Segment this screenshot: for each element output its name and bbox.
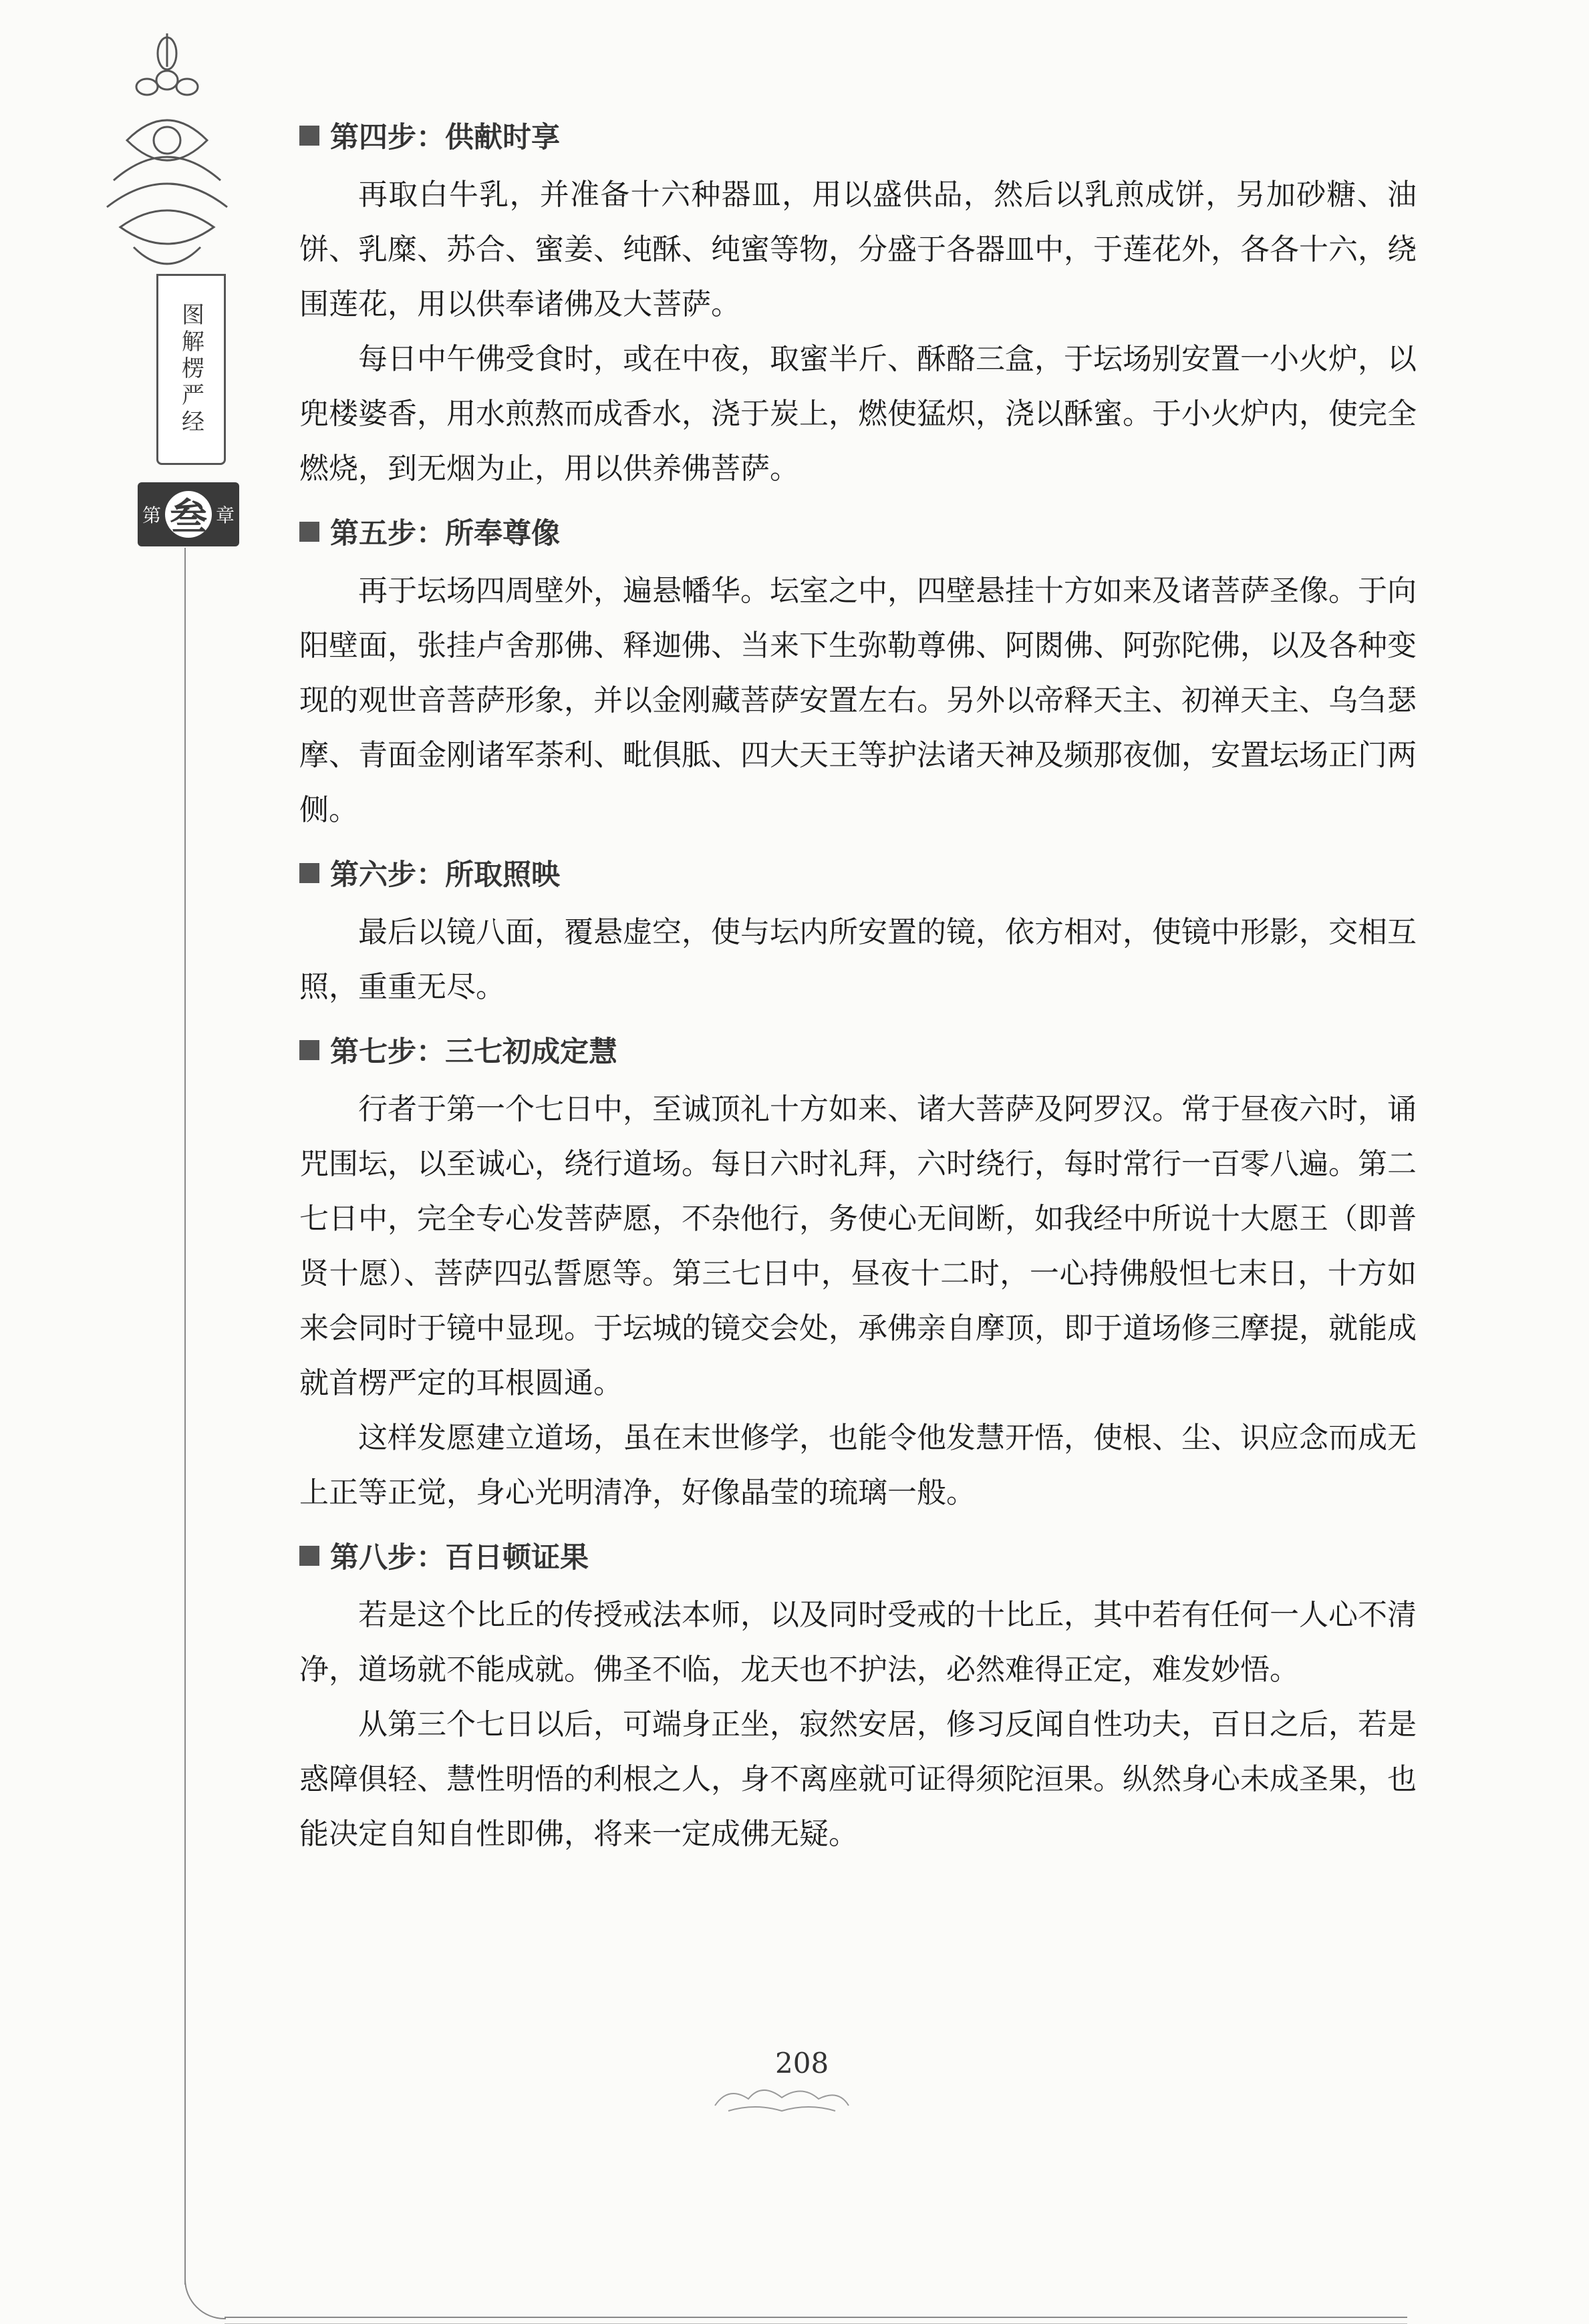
- section-heading-text: 第四步：供献时享: [330, 121, 560, 154]
- section-heading-text: 第七步：三七初成定慧: [330, 1035, 617, 1069]
- book-title: 图解楞严经: [177, 303, 204, 436]
- section-heading: [299, 1535, 1417, 1576]
- paragraph: 每日中午佛受食时，或在中夜，取蜜半斤、酥酪三盒，于坛场别安置一小火炉，以兜楼婆香，用水煎熬而成香水，浇于炭上，燃使猛炽，浇以酥蜜。于小火炉内，使完全燃烧，到无烟为止，用以供养佛菩萨。: [299, 342, 1417, 486]
- heading-square-icon: [299, 126, 319, 146]
- paragraph: 若是这个比丘的传授戒法本师，以及同时受戒的十比丘，其中若有任何一人心不清净，道场就不能成就。佛圣不临，龙天也不护法，必然难得正定，难发妙悟。: [299, 1598, 1417, 1687]
- chapter-number: 叁: [165, 491, 212, 538]
- heading-square-icon: [299, 863, 319, 883]
- chapter-prefix: 第: [142, 504, 161, 526]
- section-heading: [299, 852, 1417, 893]
- margin-curve: [184, 2278, 226, 2319]
- paragraph: 行者于第一个七日中，至诚顶礼十方如来、诸大菩萨及阿罗汉。常于昼夜六时，诵咒围坛，以至诚心，绕行道场。每日六时礼拜，六时绕行，每时常行一百零八遍。第二七日中，完全专心发菩萨愿，不杂他行，务使心无间断，如我经中所说十大愿王（即普贤十愿）、菩萨四弘誓愿等。第三七日中，昼夜十二时，一心持佛般怛七末日，十方如来会同时于镜中显现。于坛城的镜交会处，承佛亲自摩顶，即于道场修三摩提，就能成就首楞严定的耳根圆通。: [299, 1092, 1417, 1400]
- page-number: 208: [775, 2047, 829, 2080]
- section-heading-text: 第八步：百日顿证果: [330, 1541, 589, 1574]
- paragraph: 这样发愿建立道场，虽在末世修学，也能令他发慧开悟，使根、尘、识应念而成无上正等正觉，身心光明清净，好像晶莹的琉璃一般。: [299, 1421, 1417, 1510]
- chapter-suffix: 章: [216, 504, 235, 526]
- paragraph: 最后以镜八面，覆悬虚空，使与坛内所安置的镜，依方相对，使镜中形影，交相互照，重重无尽。: [299, 915, 1417, 1004]
- cloud-ornament-icon: [708, 2079, 855, 2119]
- heading-square-icon: [299, 1546, 319, 1566]
- paragraph: 从第三个七日以后，可端身正坐，寂然安居，修习反闻自性功夫，百日之后，若是惑障俱轻、慧性明悟的利根之人，身不离座就可证得须陀洹果。纵然身心未成圣果，也能决定自知自性即佛，将来一定成佛无疑。: [299, 1707, 1417, 1851]
- main-text-column: [299, 100, 1417, 1862]
- section-heading-text: 第六步：所取照映: [330, 858, 560, 892]
- section-heading-text: 第五步：所奉尊像: [330, 517, 560, 550]
- footer-rule: [225, 2317, 1407, 2318]
- lotus-vajra-ornament-icon: [94, 27, 241, 287]
- heading-square-icon: [299, 522, 319, 542]
- paragraph: 再于坛场四周壁外，遍悬幡华。坛室之中，四壁悬挂十方如来及诸菩萨圣像。于向阳壁面，张挂卢舍那佛、释迦佛、当来下生弥勒尊佛、阿閦佛、阿弥陀佛，以及各种变现的观世音菩萨形象，并以金刚藏菩萨安置左右。另外以帝释天主、初禅天主、乌刍瑟摩、青面金刚诸军荼利、毗俱胝、四大天王等护法诸天神及频那夜伽，安置坛场正门两侧。: [299, 574, 1417, 827]
- margin-line: [184, 548, 186, 2285]
- section-heading: [299, 511, 1417, 552]
- chapter-badge: [138, 482, 239, 546]
- section-heading: [299, 115, 1417, 156]
- section-heading: [299, 1029, 1417, 1070]
- paragraph: 再取白牛乳，并准备十六种器皿，用以盛供品，然后以乳煎成饼，另加砂糖、油饼、乳糜、苏合、蜜姜、纯酥、纯蜜等物，分盛于各器皿中，于莲花外，各各十六，绕围莲花，用以供奉诸佛及大菩萨。: [299, 178, 1417, 321]
- book-title-tab: [156, 274, 226, 465]
- heading-square-icon: [299, 1040, 319, 1060]
